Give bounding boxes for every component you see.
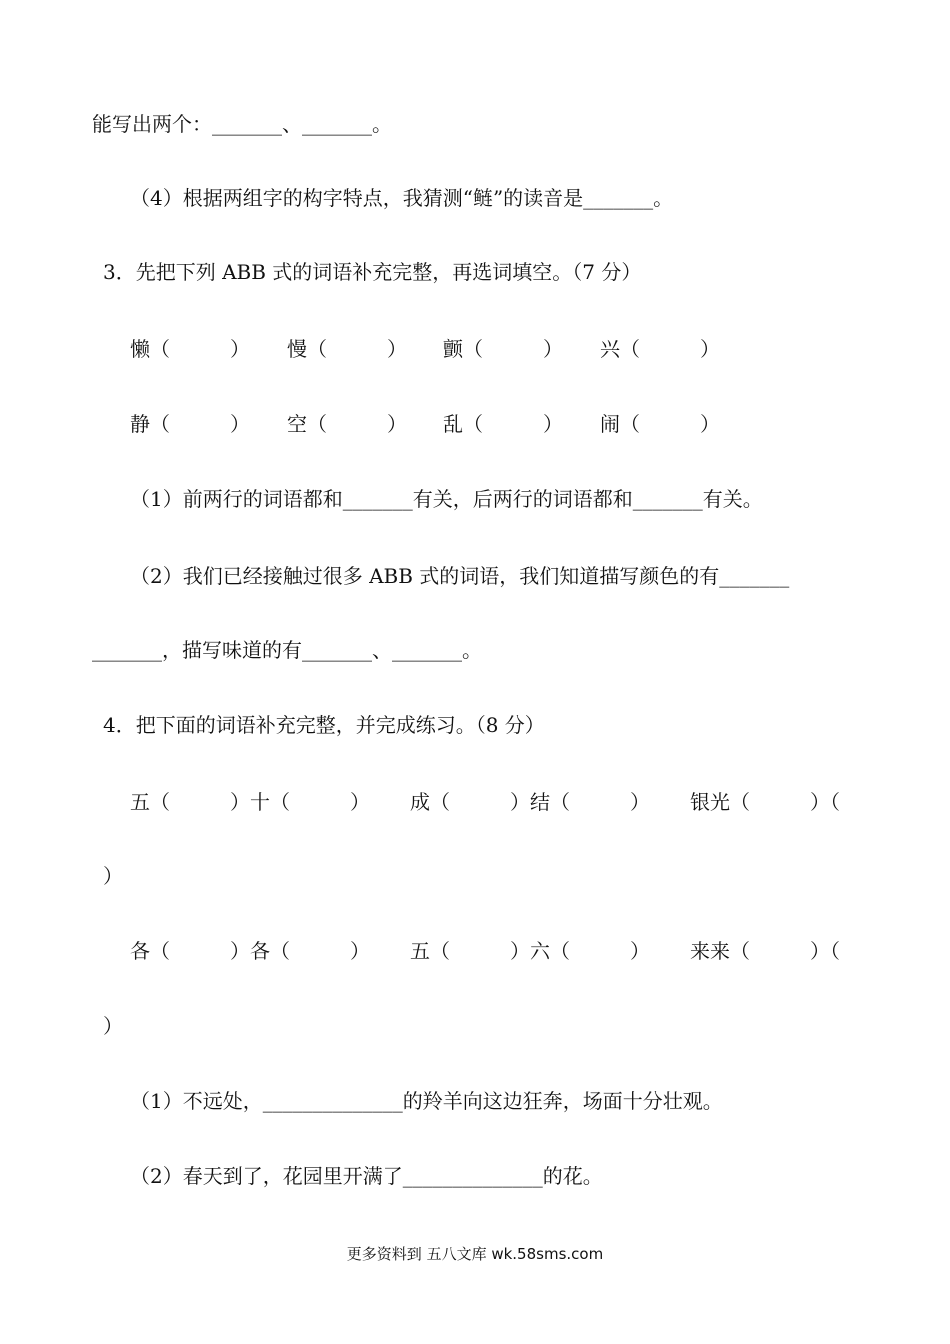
- q4-word-6-wrap: ）: [103, 1014, 123, 1038]
- q2-answer-line: 能写出两个：_______、_______。: [92, 112, 392, 136]
- q3-word-4: 兴（ ）: [600, 337, 720, 361]
- q4-word-6: 来来（ ）（: [690, 939, 840, 963]
- q4-word-5: 五（ ）六（ ）: [410, 939, 650, 963]
- q4-word-2: 成（ ）结（ ）: [410, 790, 650, 814]
- q2-item-4: （4）根据两组字的构字特点，我猜测“鲢”的读音是_______。: [130, 186, 674, 210]
- q4-item-2: （2）春天到了，花园里开满了______________的花。: [130, 1164, 603, 1188]
- q3-heading: 3．先把下列 ABB 式的词语补充完整，再选词填空。（7 分）: [103, 260, 642, 284]
- q3-word-7: 乱（ ）: [443, 412, 563, 436]
- q3-word-5: 静（ ）: [130, 412, 250, 436]
- q3-item-2-line-2: _______，描写味道的有_______、_______。: [92, 638, 482, 662]
- footer-source: 更多资料到 五八文库 wk.58sms.com: [346, 1245, 604, 1263]
- q3-item-2-line-1: （2）我们已经接触过很多 ABB 式的词语，我们知道描写颜色的有_______: [130, 564, 790, 588]
- q4-word-3-wrap: ）: [103, 864, 123, 888]
- q4-word-1: 五（ ）十（ ）: [130, 790, 370, 814]
- q3-word-1: 懒（ ）: [130, 337, 250, 361]
- q4-heading: 4．把下面的词语补充完整，并完成练习。（8 分）: [103, 713, 545, 737]
- q3-word-3: 颤（ ）: [443, 337, 563, 361]
- q4-item-1: （1）不远处，______________的羚羊向这边狂奔，场面十分壮观。: [130, 1089, 723, 1113]
- q3-item-1: （1）前两行的词语都和_______有关，后两行的词语都和_______有关。: [130, 487, 763, 511]
- q4-word-3: 银光（ ）（: [690, 790, 840, 814]
- q3-word-2: 慢（ ）: [287, 337, 407, 361]
- q4-word-4: 各（ ）各（ ）: [130, 939, 370, 963]
- q3-word-6: 空（ ）: [287, 412, 407, 436]
- q3-word-8: 闹（ ）: [600, 412, 720, 436]
